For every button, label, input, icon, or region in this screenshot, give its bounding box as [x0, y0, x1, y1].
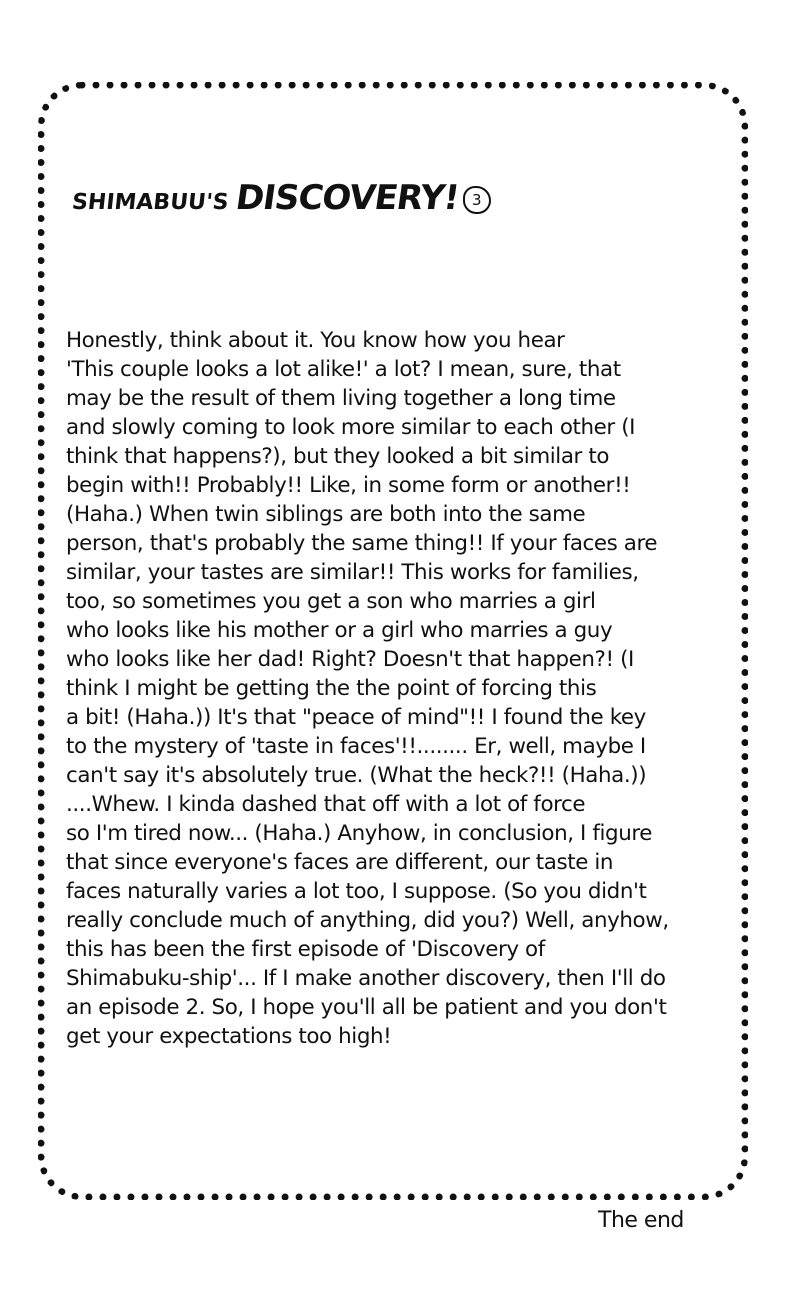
text-line: ....Whew. I kinda dashed that off with a lot of force [66, 792, 586, 817]
text-line: 'This couple looks a lot alike!' a lot? I mean, sure, that [66, 357, 621, 382]
text-line: too, so sometimes you get a son who marries a girl [66, 589, 596, 614]
text-line: this has been the first episode of 'Discovery of [66, 937, 545, 962]
text-line: and slowly coming to look more similar to each other (I [66, 415, 636, 440]
text-line: who looks like her dad! Right? Doesn't that happen?! (I [66, 647, 634, 672]
text-line: (Haha.) When twin siblings are both into the same [66, 502, 586, 527]
text-line: may be the result of them living together a long time [66, 386, 616, 411]
title-main: DISCOVERY! [233, 178, 462, 218]
text-line: really conclude much of anything, did you?) Well, anyhow, [66, 908, 669, 933]
page-title [72, 178, 491, 218]
text-line: get your expectations too high! [66, 1024, 392, 1049]
text-line: who looks like his mother or a girl who marries a guy [66, 618, 613, 643]
text-line: begin with!! Probably!! Like, in some form or another!! [66, 473, 631, 498]
text-line: faces naturally varies a lot too, I suppose. (So you didn't [66, 879, 647, 904]
text-line: person, that's probably the same thing!! If your faces are [66, 531, 658, 556]
text-line: similar, your tastes are similar!! This works for families, [66, 560, 639, 585]
text-line: that since everyone's faces are different, our taste in [66, 850, 614, 875]
text-line: think I might be getting the the point of forcing this [66, 676, 597, 701]
text-line: so I'm tired now... (Haha.) Anyhow, in conclusion, I figure [66, 821, 653, 846]
text-line: Honestly, think about it. You know how you hear [66, 328, 565, 353]
title-prefix: SHIMABUU'S [70, 190, 230, 215]
body-text [66, 326, 746, 1051]
the-end-label: The end [598, 1208, 684, 1233]
text-line: can't say it's absolutely true. (What the heck?!! (Haha.)) [66, 763, 647, 788]
text-line: Shimabuku-ship'... If I make another discovery, then I'll do [66, 966, 666, 991]
text-line: to the mystery of 'taste in faces'!!........ Er, well, maybe I [66, 734, 646, 759]
text-line: a bit! (Haha.)) It's that "peace of mind"!! I found the key [66, 705, 646, 730]
text-line: an episode 2. So, I hope you'll all be patient and you don't [66, 995, 667, 1020]
text-line: think that happens?), but they looked a bit similar to [66, 444, 610, 469]
episode-number-badge: 3 [463, 186, 491, 214]
